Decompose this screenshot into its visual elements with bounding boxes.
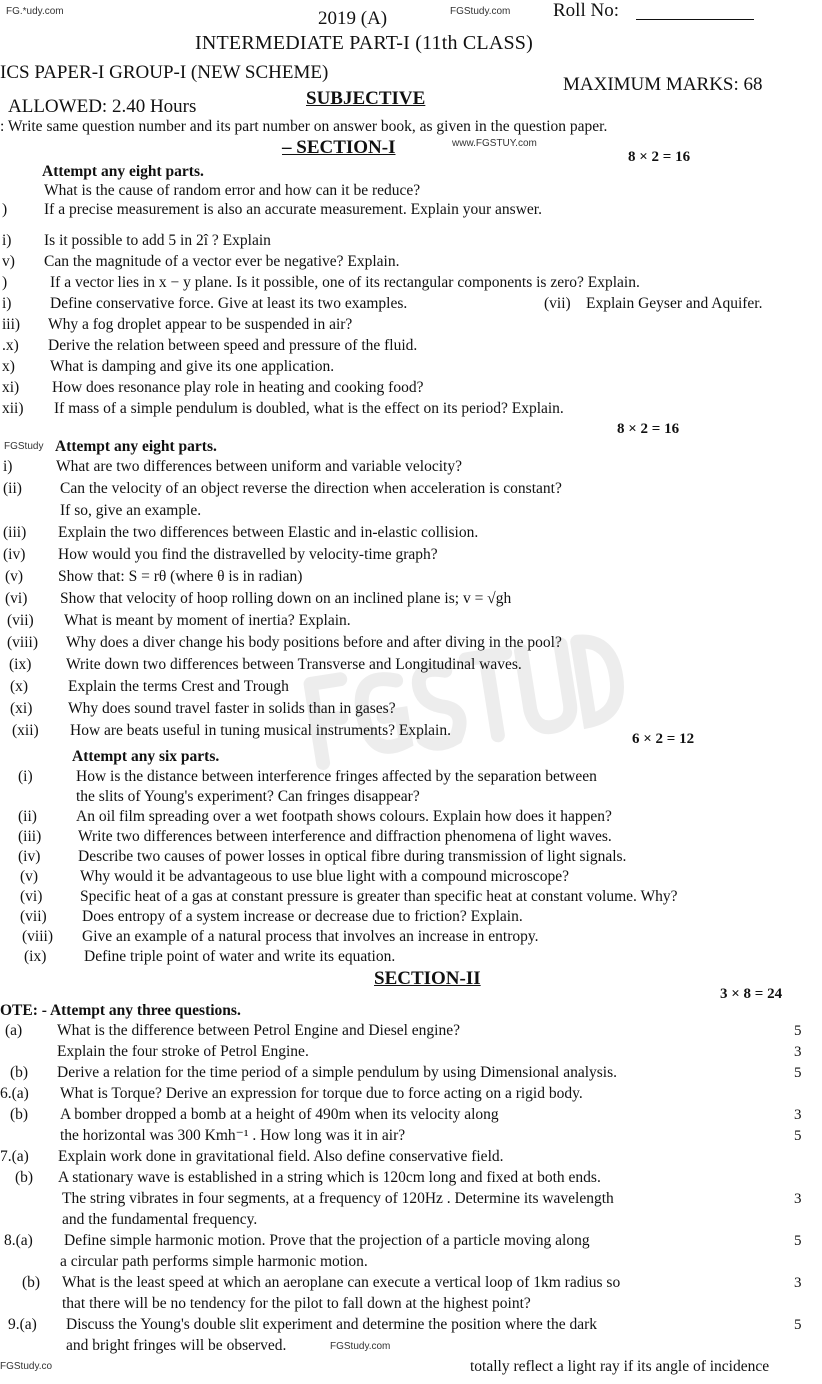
subjective-heading: SUBJECTIVE: [306, 88, 426, 109]
q2-part-text: If mass of a simple pendulum is doubled, what is the effect on its period? Explain.: [54, 400, 564, 417]
q2-part-label: x): [2, 358, 15, 375]
watermark: FGStudy.co: [0, 1361, 53, 1372]
question-label: (b): [22, 1274, 41, 1291]
question-marks: 3: [794, 1191, 802, 1207]
q3-part-label: (ii): [3, 480, 22, 497]
q3-part-text: Explain the terms Crest and Trough: [68, 678, 289, 695]
q3-part-text: What are two differences between uniform and variable velocity?: [56, 458, 462, 475]
question-label: (b): [10, 1106, 29, 1123]
q4-part-text: How is the distance between interference fringes affected by the separation between: [76, 768, 597, 785]
q4-part-text: Does entropy of a system increase or decrease due to friction? Explain.: [82, 908, 523, 925]
question-text: Explain the four stroke of Petrol Engine.: [57, 1043, 309, 1060]
time-allowed: ALLOWED: 2.40 Hours: [8, 96, 197, 117]
question-text: What is Torque? Derive an expression for torque due to force acting on a rigid body.: [60, 1085, 583, 1102]
watermark: FGStudy: [4, 441, 44, 452]
q3-part-label: (vi): [5, 590, 28, 607]
q4-part-label: (viii): [22, 928, 53, 945]
roll-number-blank: [636, 19, 754, 20]
exam-year: 2019 (A): [318, 8, 388, 29]
q3-part-label: (x): [10, 678, 29, 695]
q4-part-text: An oil film spreading over a wet footpath shows colours. Explain how does it happen?: [76, 808, 612, 825]
q4-part-text: Write two differences between interference and diffraction phenomena of light waves.: [78, 828, 612, 845]
question-label: (b): [15, 1169, 34, 1186]
q3-marks: 8 × 2 = 16: [617, 421, 680, 437]
q2-part-text: What is damping and give its one application.: [50, 358, 335, 375]
question-text: What is the least speed at which an aeroplane can execute a vertical loop of 1km radius so: [62, 1274, 621, 1291]
q3-part-label: (xii): [12, 722, 39, 739]
section-1-title: – SECTION-I: [282, 137, 396, 158]
question-text: A bomber dropped a bomb at a height of 490m when its velocity along: [60, 1106, 499, 1123]
q4-part-label: (vi): [20, 888, 43, 905]
question-label: 8.(a): [4, 1232, 33, 1249]
q2-part-label: ): [2, 201, 8, 218]
q4-part-label: (iv): [18, 848, 41, 865]
q2-part-label: iii): [2, 316, 21, 333]
question-text: A stationary wave is established in a string which is 120cm long and fixed at both ends.: [58, 1169, 601, 1186]
q3-instruction: Attempt any eight parts.: [55, 438, 217, 455]
question-marks: 5: [794, 1317, 802, 1333]
q2-part-text: If a precise measurement is also an accurate measurement. Explain your answer.: [44, 201, 542, 218]
q3-part-label: (xi): [10, 700, 33, 717]
q3-part-label: (v): [5, 568, 24, 585]
q3-part-text: Write down two differences between Transverse and Longitudinal waves.: [66, 656, 522, 673]
q4-part-text: Specific heat of a gas at constant pressure is greater than specific heat at constant volume. Why?: [80, 888, 678, 905]
q2-part-text: If a vector lies in x − y plane. Is it possible, one of its rectangular components is zero? Explain.: [50, 274, 640, 291]
q3-part-label: (iv): [3, 546, 26, 563]
question-text: Derive a relation for the time period of a simple pendulum by using Dimensional analysis.: [57, 1064, 618, 1081]
q4-part-label: (v): [20, 868, 39, 885]
question-text: the horizontal was 300 Kmh⁻¹ . How long was it in air?: [60, 1127, 406, 1144]
q3-part-text: Show that: S = rθ (where θ is in radian): [58, 568, 303, 585]
q3-part-text: Explain the two differences between Elastic and in-elastic collision.: [58, 524, 479, 541]
q2-part-label: v): [2, 253, 15, 270]
instruction-note: : Write same question number and its part number on answer book, as given in the question paper.: [0, 118, 608, 135]
q2-part-text: Can the magnitude of a vector ever be negative? Explain.: [44, 253, 400, 270]
q3-part-text: Can the velocity of an object reverse the direction when acceleration is constant?: [60, 480, 562, 497]
q2-part-label: (vii): [544, 295, 571, 312]
question-text: totally reflect a light ray if its angle of incidence: [470, 1358, 770, 1375]
q4-part-text: Why would it be advantageous to use blue light with a compound microscope?: [80, 868, 569, 885]
question-label: 6.(a): [0, 1085, 29, 1102]
q4-part-label: (ii): [18, 808, 37, 825]
section-2-title: SECTION-II: [374, 968, 481, 989]
q4-part-text: Define triple point of water and write its equation.: [84, 948, 396, 965]
question-label: 7.(a): [0, 1148, 29, 1165]
q3-part-text: Show that velocity of hoop rolling down on an inclined plane is; v = √gh: [60, 590, 512, 607]
question-label: 9.(a): [8, 1316, 37, 1333]
question-marks: 3: [794, 1107, 802, 1123]
q3-part-label: (viii): [7, 634, 38, 651]
question-label: (b): [10, 1064, 29, 1081]
q2-part-text: Why a fog droplet appear to be suspended in air?: [48, 316, 353, 333]
paper-info: ICS PAPER-I GROUP-I (NEW SCHEME): [0, 62, 329, 83]
section-2-note: OTE: - Attempt any three questions.: [0, 1002, 241, 1019]
watermark: FGStudy.com: [450, 6, 511, 17]
q3-part-text: Why does sound travel faster in solids than in gases?: [68, 700, 396, 717]
q2-part-text: Is it possible to add 5 in 2î ? Explain: [44, 232, 271, 249]
q4-part-label: (ix): [24, 948, 47, 965]
q4-part-label: (i): [18, 768, 33, 785]
question-text: The string vibrates in four segments, at a frequency of 120Hz . Determine its wavelength: [62, 1190, 614, 1207]
question-marks: 5: [794, 1128, 802, 1144]
exam-title: INTERMEDIATE PART-I (11th CLASS): [195, 32, 533, 54]
roll-number-label: Roll No:: [553, 0, 619, 21]
watermark: www.FGSTUY.com: [452, 138, 537, 149]
question-text: a circular path performs simple harmonic motion.: [60, 1253, 368, 1270]
q2-instruction: Attempt any eight parts.: [42, 163, 204, 180]
q2-part-text: Define conservative force. Give at least its two examples.: [50, 295, 408, 312]
question-text: Explain work done in gravitational field. Also define conservative field.: [58, 1148, 504, 1165]
question-marks: 3: [794, 1044, 802, 1060]
question-text: and the fundamental frequency.: [62, 1211, 258, 1228]
q3-part-text: If so, give an example.: [60, 502, 202, 519]
q3-part-label: (iii): [3, 524, 27, 541]
q4-marks: 6 × 2 = 12: [632, 731, 695, 747]
q2-part-text: Explain Geyser and Aquifer.: [586, 295, 763, 312]
q2-part-label: xii): [2, 400, 24, 417]
question-text: What is the difference between Petrol Engine and Diesel engine?: [57, 1022, 460, 1039]
q4-part-label: (vii): [20, 908, 47, 925]
q3-part-text: What is meant by moment of inertia? Explain.: [64, 612, 351, 629]
q4-part-text: Give an example of a natural process that involves an increase in entropy.: [82, 928, 539, 945]
q4-part-label: (iii): [18, 828, 42, 845]
question-text: Define simple harmonic motion. Prove that the projection of a particle moving along: [64, 1232, 590, 1249]
watermark: FG.*udy.com: [6, 6, 64, 17]
q2-part-label: xi): [2, 379, 20, 396]
question-marks: 5: [794, 1233, 802, 1249]
q3-part-text: Why does a diver change his body positions before and after diving in the pool?: [66, 634, 562, 651]
q2-part-text: What is the cause of random error and how can it be reduce?: [44, 182, 421, 199]
maximum-marks: MAXIMUM MARKS: 68: [563, 74, 763, 95]
q2-part-text: Derive the relation between speed and pressure of the fluid.: [48, 337, 418, 354]
q3-part-text: How would you find the distravelled by velocity-time graph?: [58, 546, 438, 563]
q2-part-text: How does resonance play role in heating and cooking food?: [52, 379, 424, 396]
q4-part-text: the slits of Young's experiment? Can fringes disappear?: [76, 788, 420, 805]
watermark: FGStudy.com: [330, 1341, 391, 1352]
section-2-marks: 3 × 8 = 24: [720, 986, 783, 1002]
question-marks: 5: [794, 1065, 802, 1081]
question-marks: 5: [794, 1023, 802, 1039]
question-label: (a): [5, 1022, 23, 1039]
q4-part-text: Describe two causes of power losses in optical fibre during transmission of light signals.: [78, 848, 627, 865]
q3-part-label: i): [3, 458, 13, 475]
question-text: Discuss the Young's double slit experiment and determine the position where the dark: [66, 1316, 597, 1333]
q2-part-label: i): [2, 295, 12, 312]
q4-instruction: Attempt any six parts.: [72, 748, 220, 765]
q2-part-label: i): [2, 232, 12, 249]
q3-part-text: How are beats useful in tuning musical instruments? Explain.: [70, 722, 451, 739]
question-text: that there will be no tendency for the pilot to fall down at the highest point?: [62, 1295, 531, 1312]
question-text: and bright fringes will be observed.: [66, 1337, 287, 1354]
q2-marks: 8 × 2 = 16: [628, 149, 691, 165]
q3-part-label: (ix): [9, 656, 32, 673]
q2-part-label: ): [2, 274, 8, 291]
q3-part-label: (vii): [7, 612, 34, 629]
question-marks: 3: [794, 1275, 802, 1291]
q2-part-label: .x): [2, 337, 19, 354]
